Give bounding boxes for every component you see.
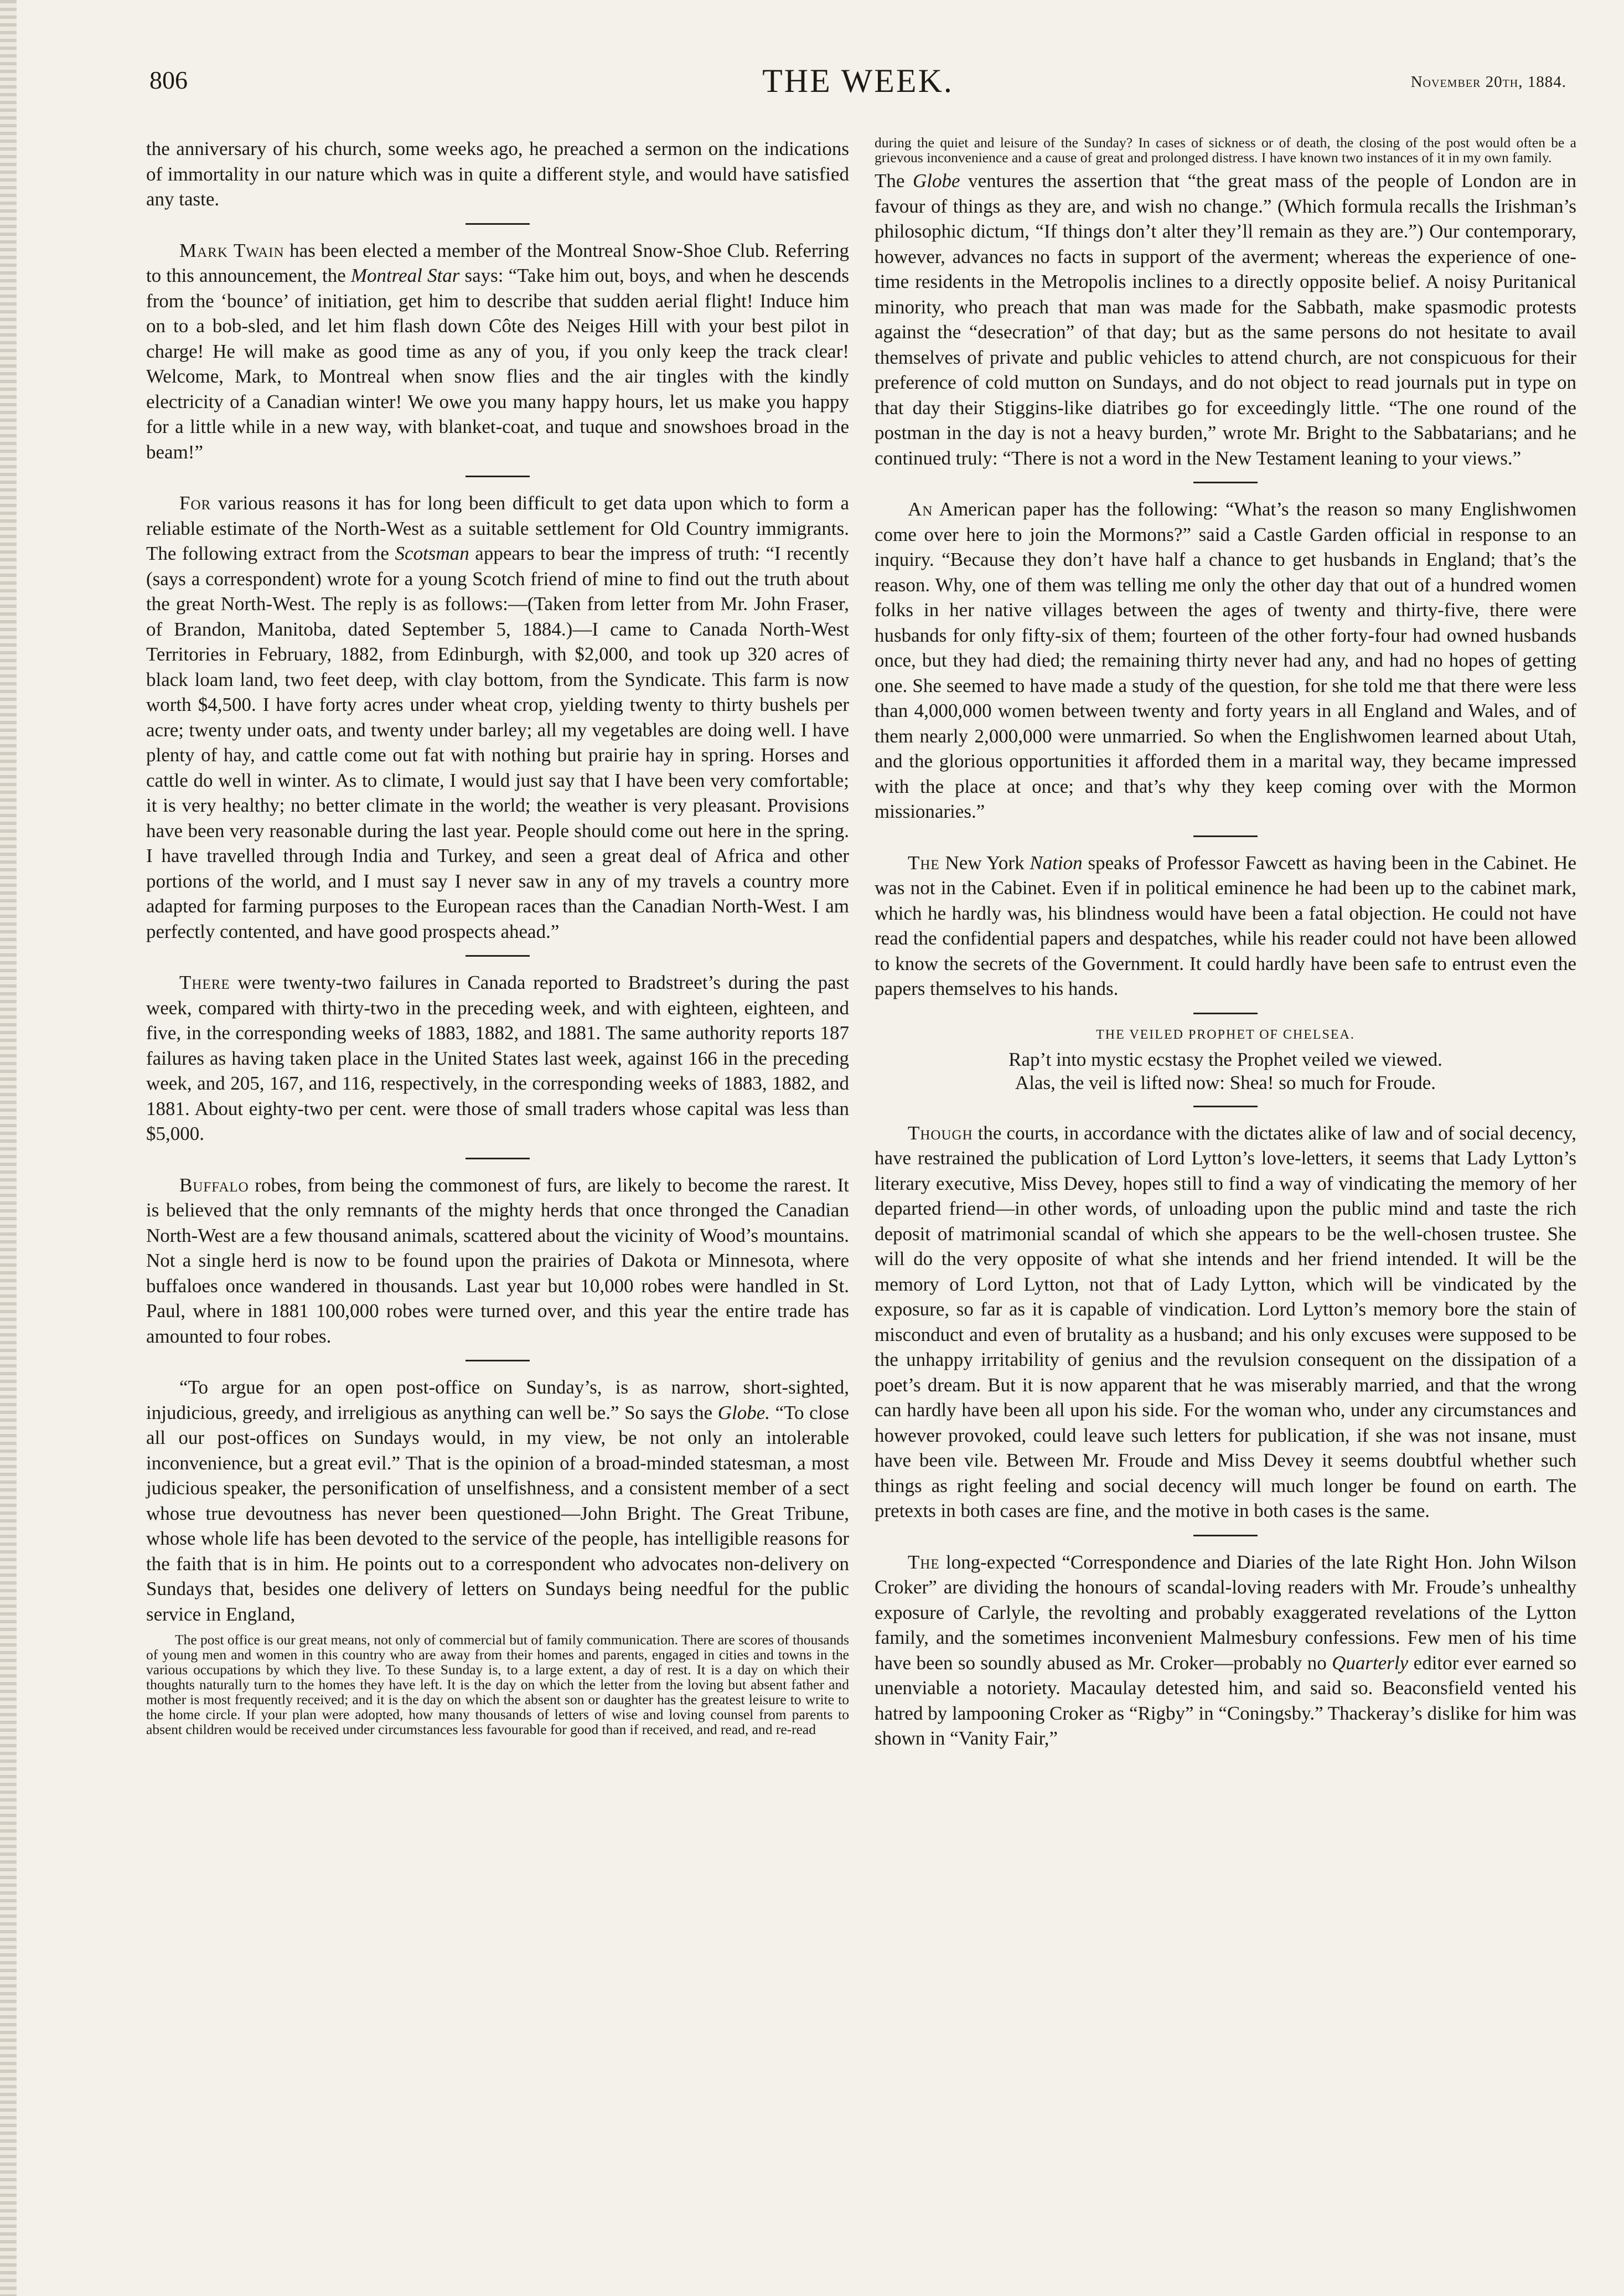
paragraph: Buffalo robes, from being the commonest of furs, are likely to become the rarest. It is believed that the only remnants of the mighty herds that once thronged the Canadian North-West are a few thousand animals, scattered about the vicinity of Wood’s mountains. Not a single herd is now to be found upon the prairies of Dakota or Minnesota, where buffaloes once wandered in thousands. Last year but 10,000 robes were handled in St. Paul, where in 1881 100,000 robes were turned over, and this year the entire trade has amounted to four robes. (146, 1174, 849, 1347)
divider (466, 223, 530, 225)
lead-word: The (908, 1551, 940, 1573)
right-column (875, 135, 1576, 1751)
lead-word: Though (908, 1122, 973, 1144)
paragraph: Mark Twain has been elected a member of the Montreal Snow-Shoe Club. Referring to this announcement, the Montreal Star says: “Take him out, boys, and when he descends from the ‘bounce’ of initiation, get him to describe that sudden aerial flight! Induce him on to a bob-sled, and let him flash down Côte des Neiges Hill with your best pilot in charge! He will make as good time as any of you, if you only keep the track clear! Welcome, Mark, to Montreal when snow flies and the air tingles with the kindly electricity of a Canadian winter! We owe you many happy hours, let us make you happy for a little while in a new way, with blanket-coat, and tuque and snowshoes broad in the beam!” (146, 239, 850, 463)
paragraph: “To argue for an open post-office on Sunday’s, is as narrow, short-sighted, injudicious, greedy, and irreligious as anything can well be.” So says the Globe. “To close all our post-offices on Sundays would, in my view, be not only an intolerable inconvenience, but a great evil.” That is the opinion of a broad-minded statesman, a most judicious speaker, the personification of unselfishness, and a consistent member of a sect whose true devoutness has never been questioned—John Bright. The Great Tribune, whose whole life has been devoted to the service of the people, has intelligible reasons for the faith that is in him. He points out to a correspondent who advocates non-delivery on Sundays that, besides one delivery of letters on Sundays being needful for the public service in England, (146, 1376, 850, 1625)
divider (1193, 1535, 1258, 1536)
paragraph: Though the courts, in accordance with the dictates alike of law and of social decency, have restrained the publication of Lord Lytton’s love-letters, it seems that Lady Lytton’s literary executive, Miss Devey, hopes still to find a way of vindicating the memory of her departed friend—in other words, of unloading upon the public mind and taste the rich deposit of matrimonial scandal of which she appears to be the well-chosen trustee. She will do the very opposite of what she intends and her friend intended. It will be the memory of Lord Lytton, not that of Lady Lytton, which will be vindicated by the exposure, so far as it is capable of vindication. Lord Lytton’s memory bore the stain of misconduct and even of brutality as a husband; and his only excuses were supposed to be the unhappy irritability of genius and the revulsion consequent on the dissipation of a poet’s dream. But it is now apparent that he was miserably married, and that the wrong can hardly have been all upon his side. For the woman who, under any circumstances and however provoked, could leave such letters for publication, if she was not insane, must have been vile. Between Mr. Froude and Miss Devey it seems doubtful whether such things as right feeling and social decency will much longer be found on earth. The pretexts in both cases are fine, and the motive in both cases is the same. (875, 1122, 1576, 1521)
divider (1193, 835, 1258, 837)
quoted-letter-footnote: The post office is our great means, not only of commercial but of family communication. There are scores of thousands of young men and women in this country who are away from their homes and parents, engaged in cities and towns in the various occupations by which they live. To these Sunday is, to a large extent, a day of rest. It is a day on which their thoughts naturally turn to the homes they have left. It is the day on which the letter from the loving but absent father and mother is most frequently received; and it is the day on which the absent son or daughter has the greatest leisure to write to the home circle. If your plan were adopted, how many thousands of letters of wise and loving counsel from parents to absent children would be received under circumstances less favourable for good than if received, and read, and re-read (146, 1632, 849, 1737)
divider (1193, 1013, 1258, 1014)
divider (466, 1158, 530, 1159)
lead-word: There (179, 972, 230, 993)
divider (1193, 482, 1258, 483)
divider (466, 1360, 530, 1361)
divider (466, 955, 530, 957)
page-header (149, 65, 1566, 110)
paragraph: There were twenty-two failures in Canada reported to Bradstreet’s during the past week, compared with thirty-two in the preceding week, and with eighteen, eighteen, and five, in the corresponding weeks of 1883, 1882, and 1881. The same authority reports 187 failures as having taken place in the United States last week, against 166 in the preceding week, and 205, 167, and 116, respectively, in the corresponding weeks of 1883, 1882, and 1881. About eighty-two per cent. were those of small traders whose capital was less than $5,000. (146, 972, 849, 1144)
lead-word: Buffalo (179, 1174, 249, 1196)
paragraph: An American paper has the following: “What’s the reason so many Englishwomen come over here to join the Mormons?” said a Castle Garden official in response to an inquiry. “Because they don’t have half a chance to get husbands in England; that’s the reason. Why, one of them was telling me only the other day that out of a hundred women folks in her native villages between the ages of twenty and thirty-five, there were husbands for only fifty-six of them; fourteen of the other forty-four had owned husbands once, but they had died; the remaining thirty never had any, and had no hopes of getting one. She seemed to have made a study of the question, for she told me that there were less than 4,000,000 women between twenty and forty years in all England and Wales, and of them nearly 2,000,000 were unmarried. So when the Englishwomen learned about Utah, and the glorious opportunities it afforded them in a marital way, they became impressed with the place at once; and that’s why they keep coming over with the Mormon missionaries.” (875, 498, 1576, 822)
page-edge (0, 0, 17, 2296)
divider (1193, 1106, 1258, 1107)
lead-word: Mark Twain (179, 239, 285, 261)
paragraph: The New York Nation speaks of Professor Fawcett as having been in the Cabinet. He was not in the Cabinet. Even if in political eminence he had been up to the cabinet mark, which he hardly was, his blindness would have been a fatal objection. He could not have read the confidential papers and despatches, while his reader could not have been allowed to know the secrets of the Government. It could hardly have been safe to entrust even the papers themselves to his hands. (875, 852, 1577, 999)
paragraph: the anniversary of his church, some weeks ago, he preached a sermon on the indications of immortality in our nature which was in quite a different style, and would have satisfied any taste. (146, 138, 849, 210)
lead-word: The (908, 852, 940, 874)
lead-word: An (908, 498, 933, 520)
paragraph: The long-expected “Correspondence and Diaries of the late Right Hon. John Wilson Croker” are dividing the honours of scandal-loving readers with Mr. Froude’s unhealthy exposure of Carlyle, the revolting and probably exaggerated revelations of the Lytton family, and the sometimes inconvenient Malmesbury confessions. Few men of his time have been so soundly abused as Mr. Croker—probably no Quarterly editor ever earned so unenviable a notoriety. Macaulay detested him, and said so. Beaconsfield vented his hatred by lampooning Croker as “Rigby” in “Coningsby.” Thackeray’s dislike for him was shown in “Vanity Fair,” (875, 1551, 1576, 1749)
quoted-letter-continued: during the quiet and leisure of the Sunday? In cases of sickness or of death, the closing of the post would often be a grievous inconvenience and a cause of great and prolonged distress. I have known two instances of it in my own family. (875, 135, 1576, 166)
issue-date: November 20th, 1884. (1410, 73, 1566, 91)
left-column (146, 136, 849, 1737)
paragraph: The Globe ventures the assertion that “the great mass of the people of London are in favour of things as they are, and wish no change.” (Which formula recalls the Irishman’s philosophic dictum, “If things don’t alter they’ll remain as they are.”) Our contemporary, however, advances no facts in support of the averment; whereas the experience of one-time residents in the Metropolis inclines to a directly opposite belief. A noisy Puritanical minority, who preach that man was made for the Sabbath, make spasmodic protests against the “desecration” of that day; but as the same persons do not hesitate to avail themselves of private and public vehicles to attend church, are not conspicuous for their preference of cold mutton on Sundays, and do not object to read journals put in type on that day their Stiggins-like diatribes go for exceedingly little. “The one round of the postman in the day is not a heavy burden,” wrote Mr. Bright to the Sabbatarians; and he continued truly: “There is not a word in the New Testament leaning to your views.” (875, 170, 1576, 469)
poem-line: Rap’t into mystic ecstasy the Prophet veiled we viewed. (1008, 1048, 1442, 1070)
poem-title: THE VEILED PROPHET OF CHELSEA. (1096, 1027, 1355, 1042)
lead-word: For (179, 492, 211, 514)
paragraph: For various reasons it has for long been difficult to get data upon which to form a reliable estimate of the North-West as a suitable settlement for Old Country immigrants. The following extract from the Scotsman appears to bear the impress of truth: “I recently (says a correspondent) wrote for a young Scotch friend of mine to find out the truth about the great North-West. The reply is as follows:—(Taken from letter from Mr. John Fraser, of Brandon, Manitoba, dated September 5, 1884.)—I came to Canada North-West Territories in February, 1882, from Edinburgh, with $2,000, and took up 320 acres of black loam land, two feet deep, with clay bottom, from the Syndicate. This farm is now worth $4,500. I have forty acres under wheat crop, yielding twenty to thirty bushels per acre; twenty under oats, and twenty under barley; all my vegetables are doing well. I have plenty of hay, and cattle come out fat with nothing but prairie hay in spring. Horses and cattle do well in winter. As to climate, I would just say that I have been very comfortable; it is very healthy; no better climate in the world; the weather is very pleasant. Provisions have been very reasonable during the last year. People should come out here in the spring. I have travelled through India and Turkey, and seen a great deal of Africa and other portions of the world, and I must say I never saw in any of my travels a country more adapted for farming purposes to the European races than the Canadian North-West. I am perfectly contented, and have good prospects ahead.” (146, 492, 849, 942)
masthead-title: THE WEEK. (762, 63, 954, 99)
poem-line: Alas, the veil is lifted now: Shea! so much for Froude. (1015, 1071, 1436, 1093)
divider (466, 476, 530, 477)
page-number: 806 (149, 66, 188, 94)
